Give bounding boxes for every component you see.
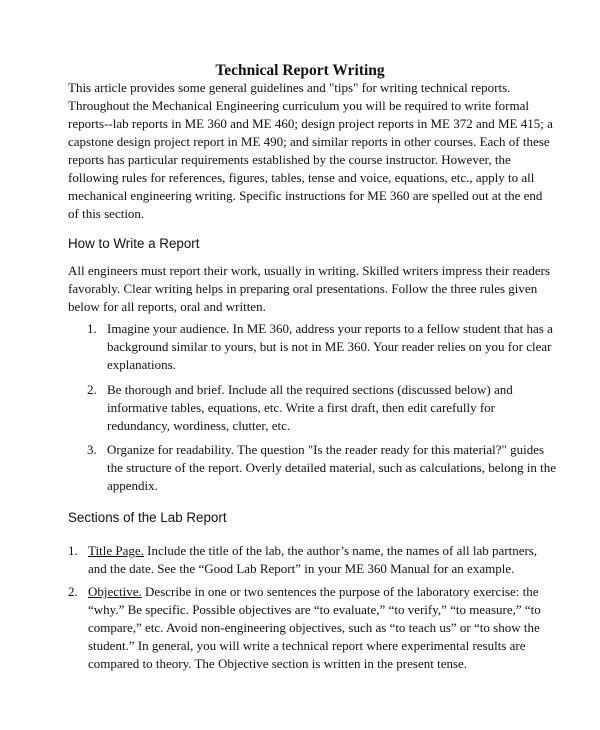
list-item-line xyxy=(88,542,537,560)
intro-line: This article provides some general guidelines and "tips" for writing technical reports. xyxy=(68,80,511,95)
list-item-line: appendix. xyxy=(107,478,158,493)
list-item-line: student.” In general, you will write a technical report where experimental results are xyxy=(88,638,526,653)
section1-intro-line: below for all reports, oral and written. xyxy=(68,299,266,314)
section-heading-how-to-write: How to Write a Report xyxy=(68,236,200,251)
intro-line: mechanical engineering writing. Specific instructions for ME 360 are spelled out at the end xyxy=(68,188,543,203)
section-heading-lab-report-sections: Sections of the Lab Report xyxy=(68,510,227,525)
list-item-line: redundancy, wordiness, clutter, etc. xyxy=(107,418,291,433)
list-item-number: 2. xyxy=(87,382,97,397)
list-item-line: background similar to yours, but is not in ME 360. Your reader relies on you for clear xyxy=(107,339,552,354)
list-item-number: 2. xyxy=(68,584,78,599)
list-item-line: Be thorough and brief. Include all the required sections (discussed below) and xyxy=(107,382,513,397)
intro-line: reports--lab reports in ME 360 and ME 460; design project reports in ME 372 and ME 415; a xyxy=(68,116,553,131)
list-item-number: 3. xyxy=(87,442,97,457)
intro-line: of this section. xyxy=(68,206,145,221)
intro-paragraph xyxy=(68,79,568,223)
list-item-line: compare,” etc. Avoid non-engineering objectives, such as “to teach us” or “to show the xyxy=(88,620,540,635)
section1-intro-line: All engineers must report their work, usually in writing. Skilled writers impress their readers xyxy=(68,263,550,278)
section1-intro-paragraph xyxy=(68,262,568,316)
document-title: Technical Report Writing xyxy=(215,62,385,79)
list-item-line: Organize for readability. The question "Is the reader ready for this material?" guides xyxy=(107,442,545,457)
list-item-line: the structure of the report. Overly detailed material, such as calculations, belong in the xyxy=(107,460,557,475)
list-item-label: Title Page. xyxy=(88,543,144,558)
intro-line: following rules for references, figures, tables, tense and voice, equations, etc., apply to all xyxy=(68,170,535,185)
list-item-line xyxy=(88,583,541,601)
list-item-label: Objective. xyxy=(88,584,142,599)
intro-line: reports has particular requirements established by the course instructor. However, the xyxy=(68,152,511,167)
list-item-line: compared to theory. The Objective section is written in the present tense. xyxy=(88,656,468,671)
list-item-number: 1. xyxy=(87,321,97,336)
list-item-line: informative tables, equations, etc. Write a first draft, then edit carefully for xyxy=(107,400,496,415)
list-item-number: 1. xyxy=(68,543,78,558)
list-item-text: Include the title of the lab, the author’s name, the names of all lab partners, xyxy=(143,543,538,558)
list-item-text: Describe in one or two sentences the purpose of the laboratory exercise: the xyxy=(141,584,539,599)
intro-line: Throughout the Mechanical Engineering curriculum you will be required to write formal xyxy=(68,98,529,113)
list-item-line: explanations. xyxy=(107,357,176,372)
intro-line: capstone design project report in ME 490; and similar reports in other courses. Each of these xyxy=(68,134,550,149)
list-item-line: and the date. See the “Good Lab Report” in your ME 360 Manual for an example. xyxy=(88,561,515,576)
list-item-line: “why.” Be specific. Possible objectives are “to evaluate,” “to verify,” “to measure,” “to xyxy=(88,602,541,617)
section1-intro-line: favorably. Clear writing helps in preparing oral presentations. Follow the three rules given xyxy=(68,281,538,296)
list-item-line: Imagine your audience. In ME 360, address your reports to a fellow student that has a xyxy=(107,321,553,336)
